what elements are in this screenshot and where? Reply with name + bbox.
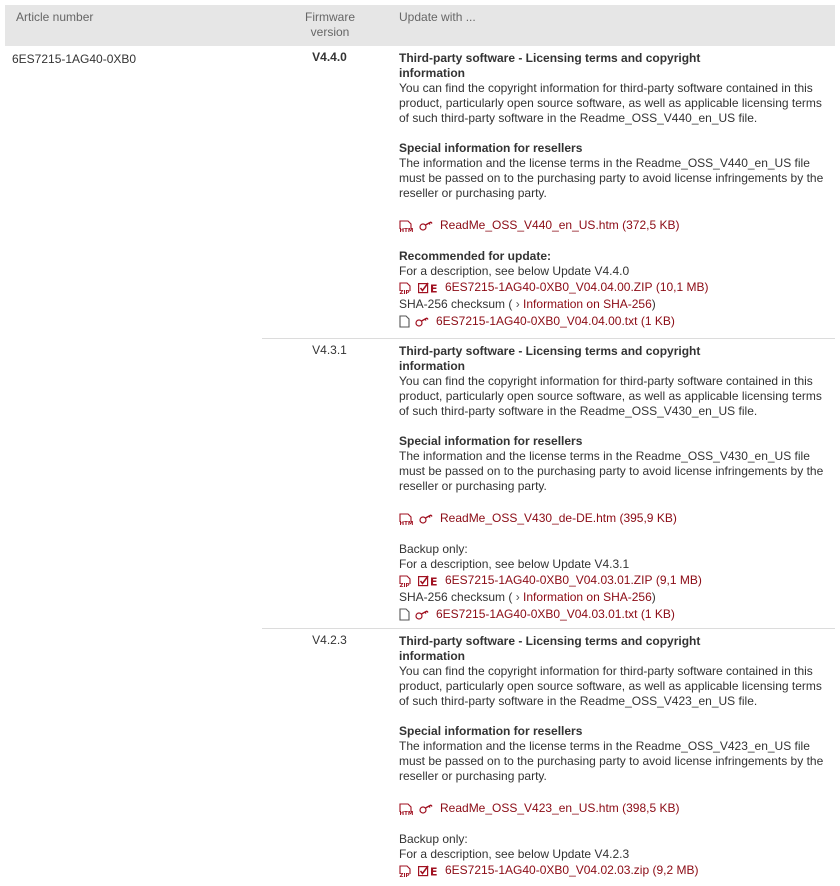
key-icon [419,514,435,524]
chevron-right-icon: › [512,297,524,311]
update-content: Third-party software - Licensing terms and copyright information You can find the copyright information for third-party software contained in this product, particularly open source software, as well as applicable licensing terms of such third-party software in the Readme_OSS_V440_en_US file. Special information for resellers The information and the license terms in the Readme_OSS_V440_en_US file must be passed on to the purchasing party to avoid license infringements by the reseller or purchasing party. HTM ReadMe_OSS_V440_en_US.htm (372,5 KB) Recommended for update: For a description, see below Update V4.4.0 ZIP E 6ES7215-1AG40-0XB0_V04.04.00.ZIP (10,1 MB) SHA-256 checksum ( › Information on SHA-256 ) 6ES7215-1AG40-0XB0_V04.04.00.txt (1 KB) [399,51,831,330]
backup-label: Backup only: [399,542,468,556]
txt-link[interactable]: 6ES7215-1AG40-0XB0_V04.04.00.txt [436,314,638,328]
document-icon [399,315,410,328]
sha-info-link[interactable]: Information on SHA-256 [523,590,652,604]
svg-text:ZIP: ZIP [399,582,410,587]
sha-info: SHA-256 checksum ( › Information on SHA-256 ) [399,297,656,311]
readme-download[interactable]: HTM ReadMe_OSS_V440_en_US.htm (372,5 KB) [399,218,680,232]
zip-download[interactable]: ZIP E 6ES7215-1AG40-0XB0_V04.03.01.ZIP (9,1 MB) [399,573,702,587]
htm-file-icon [399,220,414,232]
update-content: Third-party software - Licensing terms and copyright information You can find the copyright information for third-party software contained in this product, particularly open source software, as well as applicable licensing terms of such third-party software in the Readme_OSS_V423_en_US file. Special information for resellers The information and the license terms in the Readme_OSS_V423_en_US file must be passed on to the purchasing party to avoid license infringements by the reseller or purchasing party. HTM ReadMe_OSS_V423_en_US.htm (398,5 KB) Backup only: For a description, see below Update V4.2.3 ZIP E 6ES7215-1AG40-0XB0_V04.02.03.zip (9,2 MB) [399,634,831,879]
readme-download[interactable]: HTM ReadMe_OSS_V423_en_US.htm (398,5 KB) [399,801,680,815]
zip-download[interactable]: ZIP E 6ES7215-1AG40-0XB0_V04.04.00.ZIP (10,1 MB) [399,280,709,294]
backup-label: Backup only: [399,832,468,846]
htm-file-icon [399,803,414,815]
key-icon [415,610,431,620]
svg-text:HTM: HTM [399,810,414,815]
zip-download[interactable]: ZIP E 6ES7215-1AG40-0XB0_V04.02.03.zip (9,2 MB) [399,863,699,877]
svg-text:HTM: HTM [399,227,414,232]
document-icon [399,608,410,621]
readme-link[interactable]: ReadMe_OSS_V430_de-DE.htm [440,511,617,525]
svg-text:ZIP: ZIP [399,872,410,877]
zip-link[interactable]: 6ES7215-1AG40-0XB0_V04.02.03.zip [445,863,650,877]
txt-link[interactable]: 6ES7215-1AG40-0XB0_V04.03.01.txt [436,607,638,621]
firmware-version: V4.2.3 [312,633,347,647]
column-header-firmware: Firmware version [305,10,355,39]
article-number: 6ES7215-1AG40-0XB0 [12,52,137,66]
version-row-v431 [262,338,835,629]
column-header-article: Article number [16,10,94,24]
firmware-version: V4.3.1 [312,343,347,357]
version-row-v440 [262,46,835,338]
svg-text:E: E [430,575,438,587]
htm-file-icon [399,513,414,525]
zip-link[interactable]: 6ES7215-1AG40-0XB0_V04.03.01.ZIP [445,573,653,587]
key-icon [419,221,435,231]
svg-text:ZIP: ZIP [399,289,410,294]
svg-text:HTM: HTM [399,520,414,525]
zip-link[interactable]: 6ES7215-1AG40-0XB0_V04.04.00.ZIP [445,280,653,294]
svg-text:E: E [430,865,438,877]
sha-info-link[interactable]: Information on SHA-256 [523,297,652,311]
readme-download[interactable]: HTM ReadMe_OSS_V430_de-DE.htm (395,9 KB) [399,511,677,525]
readme-link[interactable]: ReadMe_OSS_V440_en_US.htm [440,218,619,232]
key-icon [419,804,435,814]
column-header-update: Update with ... [399,10,476,24]
version-row-v423 [262,628,835,886]
recommended-label: Recommended for update: [399,249,552,263]
checkbox-e-icon [418,865,440,877]
txt-download[interactable]: 6ES7215-1AG40-0XB0_V04.04.00.txt (1 KB) [399,313,831,330]
sha-info: SHA-256 checksum ( › Information on SHA-256 ) [399,590,656,604]
zip-file-icon [399,575,413,587]
key-icon [415,317,431,327]
txt-download[interactable]: 6ES7215-1AG40-0XB0_V04.03.01.txt (1 KB) [399,606,831,623]
zip-file-icon [399,865,413,877]
chevron-right-icon: › [512,590,524,604]
firmware-version: V4.4.0 [312,50,347,64]
update-content: Third-party software - Licensing terms and copyright information You can find the copyright information for third-party software contained in this product, particularly open source software, as well as applicable licensing terms of such third-party software in the Readme_OSS_V430_en_US file. Special information for resellers The information and the license terms in the Readme_OSS_V430_en_US file must be passed on to the purchasing party to avoid license infringements by the reseller or purchasing party. HTM ReadMe_OSS_V430_de-DE.htm (395,9 KB) Backup only: For a description, see below Update V4.3.1 ZIP E 6ES7215-1AG40-0XB0_V04.03.01.ZIP (9,1 MB) SHA-256 checksum ( › Information on SHA-256 ) 6ES7215-1AG40-0XB0_V04.03.01.txt (1 KB) [399,344,831,623]
svg-text:E: E [430,282,438,294]
checkbox-e-icon [418,575,440,587]
readme-link[interactable]: ReadMe_OSS_V423_en_US.htm [440,801,619,815]
zip-file-icon [399,282,413,294]
table-header [5,5,835,46]
checkbox-e-icon [418,282,440,294]
